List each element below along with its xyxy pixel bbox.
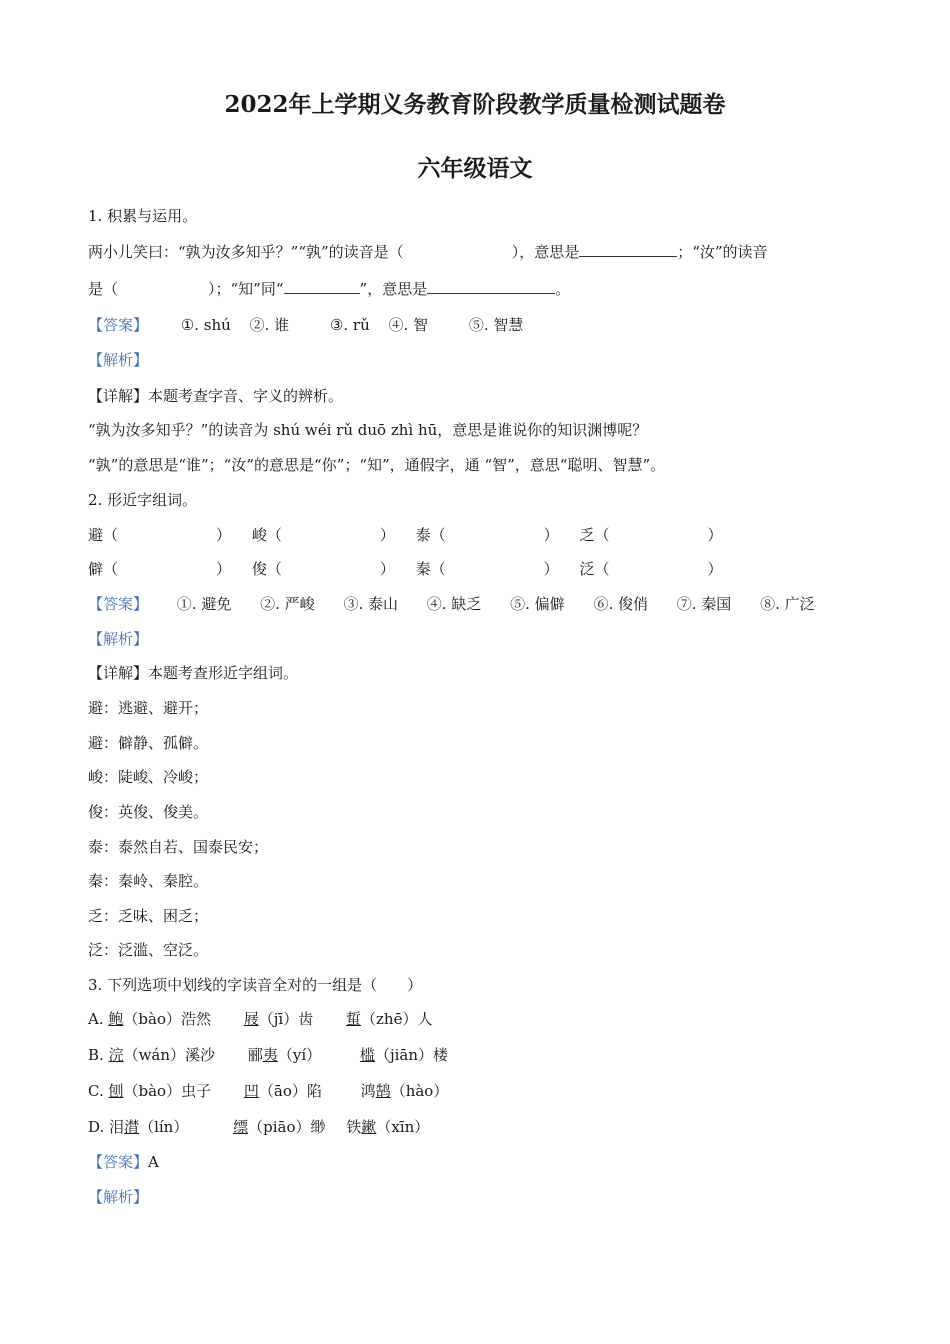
q3-answer: A bbox=[148, 1153, 159, 1171]
q3-b-text-3: （jiān）楼 bbox=[374, 1046, 448, 1064]
q3-a-char-1: 鲍 bbox=[108, 1010, 124, 1028]
q2-r1-c4: ） bbox=[379, 526, 395, 544]
q2-answer-line bbox=[88, 593, 815, 614]
q3-d-char-2: 缥 bbox=[233, 1118, 249, 1136]
q2-r2-c7: 泛（ bbox=[579, 560, 610, 578]
q2-r2-c1: 僻（ bbox=[88, 560, 119, 578]
q2-r2-c3: 俊（ bbox=[251, 560, 282, 578]
q3-b-text-2: （yí） bbox=[277, 1046, 322, 1064]
q2-answer-4: ④. 缺乏 bbox=[426, 595, 482, 613]
q3-d-char-1: 潸 bbox=[124, 1118, 140, 1136]
q2-word-line: 避：僻静、孤僻。 bbox=[88, 734, 209, 752]
q3-option-c-label: C. bbox=[88, 1082, 104, 1100]
q3-heading: 3. 下列选项中划线的字读音全对的一组是（ ） bbox=[88, 976, 423, 994]
q3-answer-line bbox=[88, 1151, 159, 1172]
q3-d-text-2: （piāo）缈 bbox=[248, 1118, 326, 1136]
q1-blank-2[interactable] bbox=[579, 242, 677, 257]
q1-answer-tag: 【答案】 bbox=[88, 316, 149, 334]
q1-answer-2: ②. 谁 bbox=[249, 316, 290, 334]
q3-a-text-2: （jī）齿 bbox=[258, 1010, 314, 1028]
q3-analysis-tag: 【解析】 bbox=[88, 1188, 149, 1206]
q3-option-d-label: D. bbox=[88, 1118, 105, 1136]
q1-answer-4: ④. 智 bbox=[388, 316, 429, 334]
q3-a-text-1: （bào）浩然 bbox=[123, 1010, 211, 1028]
q3-c-char-1: 刨 bbox=[108, 1082, 124, 1100]
page-subtitle: 六年级语文 bbox=[417, 155, 533, 182]
q2-r2-c4: ） bbox=[379, 560, 395, 578]
q2-r2-c5: 秦（ bbox=[415, 560, 446, 578]
q2-r2-c8: ） bbox=[707, 560, 723, 578]
q3-option-c[interactable] bbox=[88, 1080, 448, 1101]
q2-r1-c7: 乏（ bbox=[579, 526, 610, 544]
q1-detail-text: 本题考查字音、字义的辨析。 bbox=[148, 387, 344, 405]
q2-word-line: 秦：秦岭、秦腔。 bbox=[88, 872, 209, 890]
q1-explanation-1: “孰为汝多知乎？”的读音为 shú wéi rǔ duō zhì hū，意思是谁说你的知识渊博呢？ bbox=[88, 421, 648, 439]
q3-option-a[interactable] bbox=[88, 1008, 432, 1029]
q2-r2-c2: ） bbox=[216, 560, 232, 578]
q3-d-text-1: （lín） bbox=[139, 1118, 189, 1136]
q1-line2 bbox=[88, 278, 570, 299]
q3-a-char-2: 屐 bbox=[243, 1010, 259, 1028]
q3-option-d[interactable] bbox=[88, 1116, 429, 1137]
q1-blank-4[interactable] bbox=[284, 279, 360, 294]
q1-answer-3: ③. rǔ bbox=[329, 316, 370, 334]
q1-line2-d: 。 bbox=[555, 280, 571, 298]
q3-c-char-2: 凹 bbox=[243, 1082, 259, 1100]
q2-row-2 bbox=[88, 558, 722, 579]
q3-answer-tag: 【答案】 bbox=[88, 1153, 149, 1171]
q2-detail-tag: 【详解】 bbox=[88, 664, 149, 682]
q2-word-line: 避：逃避、避开； bbox=[88, 699, 209, 717]
q3-b-char-2: 夷 bbox=[262, 1046, 278, 1064]
q3-option-b-label: B. bbox=[88, 1046, 104, 1064]
q3-option-a-label: A. bbox=[88, 1010, 104, 1028]
q1-line2-c: ”，意思是 bbox=[359, 280, 428, 298]
q3-c-text-3: （hào） bbox=[390, 1082, 449, 1100]
q3-d-text-3: （xīn） bbox=[376, 1118, 430, 1136]
q1-line1-b: ），意思是 bbox=[511, 243, 580, 261]
q3-d-pre-3: 铁 bbox=[346, 1118, 362, 1136]
q2-analysis-tag: 【解析】 bbox=[88, 630, 149, 648]
q3-b-pre-2: 郦 bbox=[247, 1046, 263, 1064]
q3-c-pre-3: 鸿 bbox=[360, 1082, 376, 1100]
q2-answer-1: ①. 避免 bbox=[176, 595, 232, 613]
q1-analysis-tag: 【解析】 bbox=[88, 351, 149, 369]
q3-c-char-3: 鹄 bbox=[375, 1082, 391, 1100]
q1-explanation-2: “孰”的意思是“谁”；“汝”的意思是“你”；“知”，通假字，通 “智”，意思“聪明、智慧”。 bbox=[88, 456, 666, 474]
q2-r1-c5: 泰（ bbox=[415, 526, 446, 544]
q2-word-line: 峻：陡峻、冷峻； bbox=[88, 768, 209, 786]
q3-c-text-2: （āo）陷 bbox=[258, 1082, 322, 1100]
q3-b-text-1: （wán）溪沙 bbox=[123, 1046, 216, 1064]
q2-r1-c8: ） bbox=[707, 526, 723, 544]
q2-detail-text: 本题考查形近字组词。 bbox=[148, 664, 299, 682]
q2-r1-c1: 避（ bbox=[88, 526, 119, 544]
q2-answer-6: ⑥. 俊俏 bbox=[593, 595, 648, 613]
q2-answer-7: ⑦. 秦国 bbox=[676, 595, 732, 613]
q3-b-char-3: 槛 bbox=[359, 1046, 375, 1064]
q2-r1-c2: ） bbox=[216, 526, 232, 544]
q1-line1-a: 两小儿笑曰：“孰为汝多知乎？”“孰”的读音是（ bbox=[88, 243, 404, 261]
q2-r2-c6: ） bbox=[543, 560, 559, 578]
page-title: 2022年上学期义务教育阶段教学质量检测试题卷 bbox=[224, 91, 726, 118]
q2-detail bbox=[88, 662, 298, 683]
q3-option-b[interactable] bbox=[88, 1044, 448, 1065]
q2-answer-8: ⑧. 广泛 bbox=[760, 595, 815, 613]
q1-answer-line bbox=[88, 314, 523, 335]
q2-answer-tag: 【答案】 bbox=[88, 595, 149, 613]
q3-a-char-3: 蜇 bbox=[346, 1010, 362, 1028]
q3-d-pre-1: 泪 bbox=[109, 1118, 125, 1136]
q3-d-char-3: 鏉 bbox=[361, 1118, 377, 1136]
q1-answer-1: ①. shú bbox=[180, 316, 231, 334]
q2-word-line: 乏：乏味、困乏； bbox=[88, 907, 209, 925]
q2-word-line: 泛：泛滥、空泛。 bbox=[88, 941, 209, 959]
q1-line1 bbox=[88, 241, 768, 262]
q3-c-text-1: （bào）虫子 bbox=[123, 1082, 212, 1100]
q3-a-text-3: （zhē）人 bbox=[361, 1010, 433, 1028]
q1-detail bbox=[88, 385, 343, 406]
q2-answer-3: ③. 泰山 bbox=[343, 595, 398, 613]
q2-word-line: 俊：英俊、俊美。 bbox=[88, 803, 209, 821]
q3-b-char-1: 浣 bbox=[108, 1046, 124, 1064]
q2-row-1 bbox=[88, 524, 722, 545]
q1-line1-c: ；“汝”的读音 bbox=[677, 243, 768, 261]
q2-r1-c6: ） bbox=[543, 526, 559, 544]
q1-line2-a: 是（ bbox=[88, 280, 119, 298]
q1-detail-tag: 【详解】 bbox=[88, 387, 149, 405]
q2-answer-2: ②. 严峻 bbox=[260, 595, 315, 613]
q1-line2-b: ）；“知”同“ bbox=[208, 280, 284, 298]
q2-word-line: 泰：泰然自若、国泰民安； bbox=[88, 838, 269, 856]
q2-answer-5: ⑤. 偏僻 bbox=[510, 595, 565, 613]
q1-answer-5: ⑤. 智慧 bbox=[468, 316, 524, 334]
q1-heading: 1. 积累与运用。 bbox=[88, 207, 198, 225]
q1-blank-5[interactable] bbox=[427, 279, 555, 294]
q2-r1-c3: 峻（ bbox=[251, 526, 282, 544]
q2-heading: 2. 形近字组词。 bbox=[88, 491, 198, 509]
